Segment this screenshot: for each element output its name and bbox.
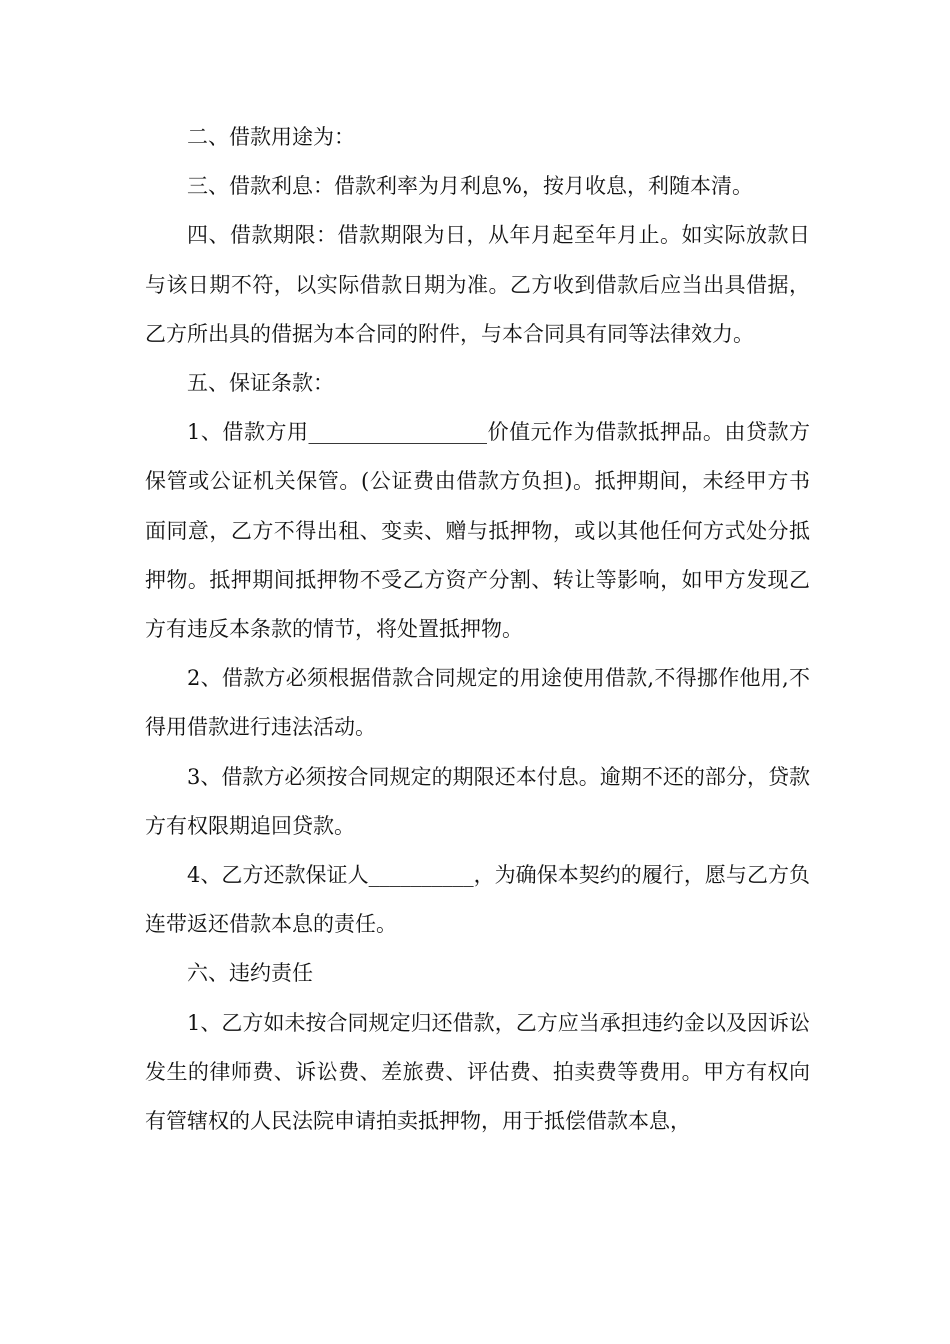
clause-guarantee-heading: 五、保证条款： (187, 371, 334, 396)
clause-loan-interest: 三、借款利息：借款利率为月利息%，按月收息，利随本清。 (187, 174, 753, 199)
breach-item-1: 1、乙方如未按合同规定归还借款，乙方应当承担违约金以及因诉讼发生的律师费、诉讼费、差旅费、评估费、拍卖费等费用。甲方有权向有管辖权的人民法院申请拍卖抵押物，用于抵偿借款本息， (145, 1010, 810, 1134)
guarantee-item-3: 3、借款方必须按合同规定的期限还本付息。逾期不还的部分，贷款方有权限期追回贷款。 (145, 764, 810, 838)
guarantee-item-2: 2、借款方必须根据借款合同规定的用途使用借款,不得挪作他用,不得用借款进行违法活动。 (145, 666, 810, 740)
clause-loan-purpose: 二、借款用途为： (187, 125, 355, 149)
document-body (145, 113, 810, 1146)
guarantee-item-4: 4、乙方还款保证人__________，为确保本契约的履行，愿与乙方负连带返还借款本息的责任。 (145, 863, 810, 937)
clause-loan-term: 四、借款期限：借款期限为日，从年月起至年月止。如实际放款日与该日期不符，以实际借款日期为准。乙方收到借款后应当出具借据，乙方所出具的借据为本合同的附件，与本合同具有同等法律效力。 (145, 223, 810, 346)
clause-breach-heading: 六、违约责任 (187, 961, 313, 986)
guarantee-item-1: 1、借款方用_________________价值元作为借款抵押品。由贷款方保管或公证机关保管。(公证费由借款方负担)。抵押期间，未经甲方书面同意，乙方不得出租、变卖、赠与抵押物，或以其他任何方式处分抵押物。抵押期间抵押物不受乙方资产分割、转让等影响，如甲方发现乙方有违反本条款的情节，将处置抵押物。 (145, 420, 810, 642)
